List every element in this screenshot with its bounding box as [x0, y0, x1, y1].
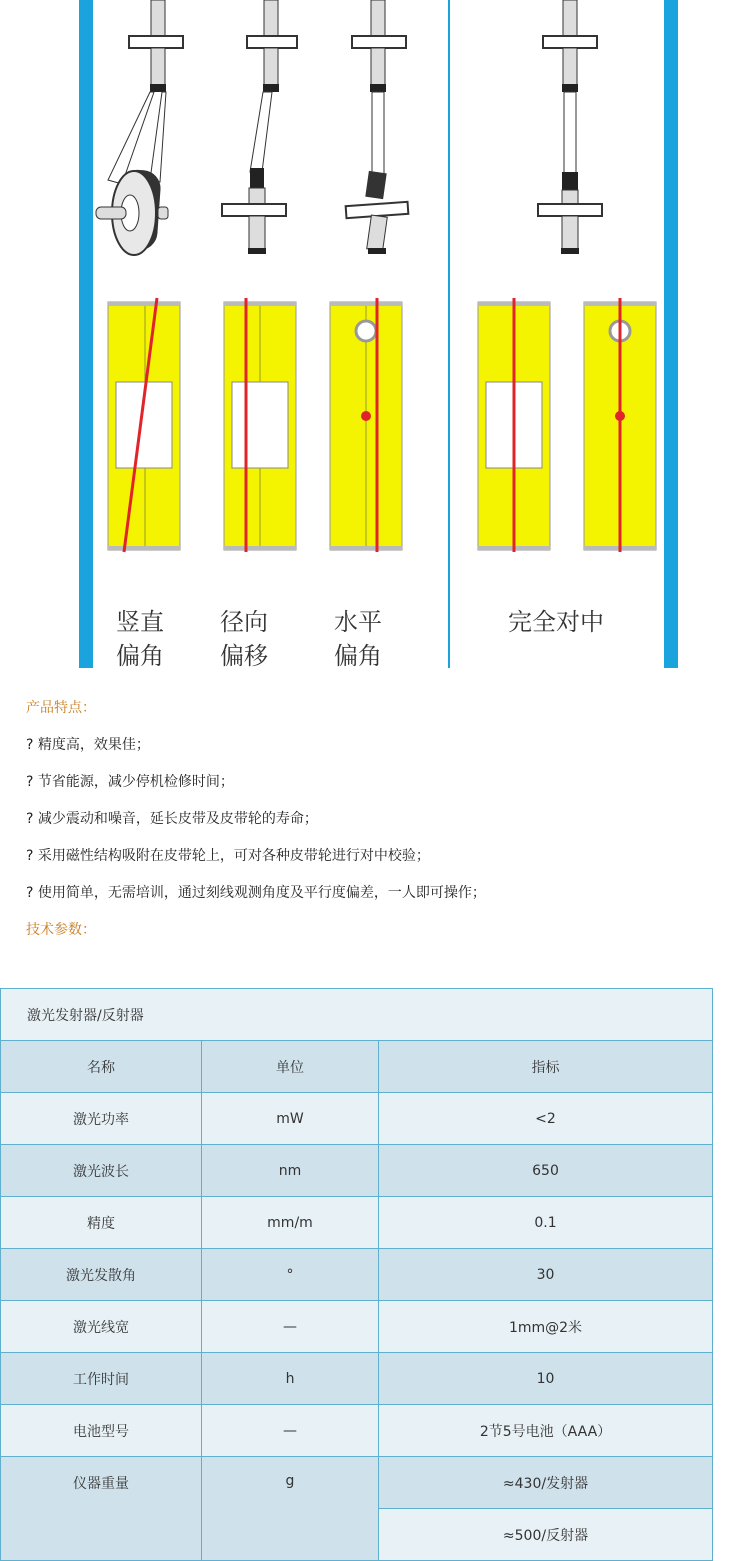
- column-header-unit: 单位: [202, 1041, 379, 1093]
- target-horizontal-angle: [330, 298, 402, 552]
- label-horizontal-angle-line2: 偏角: [334, 642, 382, 668]
- column-header-value: 指标: [379, 1041, 713, 1093]
- feature-item: ? 使用简单，无需培训，通过刻线观测角度及平行度偏差，一人即可操作；: [26, 885, 486, 901]
- specs-heading: 技术参数：: [26, 922, 96, 938]
- table-row: [1, 1093, 713, 1145]
- label-radial-offset-line1: 径向: [220, 608, 268, 636]
- frame-right-border: [664, 0, 678, 668]
- features-heading: 产品特点：: [26, 700, 96, 716]
- table-title: 激光发射器/反射器: [1, 989, 713, 1041]
- cell-value: 650: [379, 1145, 713, 1197]
- cell-name: 电池型号: [1, 1405, 202, 1457]
- cell-unit: mm/m: [202, 1197, 379, 1249]
- cell-unit: —: [202, 1301, 379, 1353]
- table-title-row: [1, 989, 713, 1041]
- label-vertical-angle-line2: 偏角: [116, 642, 164, 668]
- table-header-row: [1, 1041, 713, 1093]
- label-fully-aligned: 完全对中: [508, 608, 604, 636]
- cell-value: ≈500/反射器: [379, 1509, 713, 1561]
- cell-value: 0.1: [379, 1197, 713, 1249]
- cell-unit: —: [202, 1405, 379, 1457]
- cell-unit: °: [202, 1249, 379, 1301]
- feature-item: ? 节省能源，减少停机检修时间；: [26, 774, 234, 790]
- cell-name: 激光波长: [1, 1145, 202, 1197]
- cell-value: ≈430/发射器: [379, 1457, 713, 1509]
- cell-unit: mW: [202, 1093, 379, 1145]
- cell-name: 精度: [1, 1197, 202, 1249]
- target-aligned-reflector: [584, 298, 656, 552]
- alignment-illustration: [0, 0, 750, 668]
- frame-left-border: [79, 0, 93, 668]
- table-row: [1, 1457, 713, 1509]
- table-row: [1, 1301, 713, 1353]
- label-horizontal-angle-line1: 水平: [334, 608, 382, 636]
- feature-item: ? 精度高，效果佳；: [26, 737, 150, 753]
- label-radial-offset-line2: 偏移: [220, 642, 268, 668]
- table-row: [1, 1405, 713, 1457]
- cell-unit: g: [202, 1457, 379, 1561]
- table-row: [1, 1249, 713, 1301]
- table-row: [1, 1145, 713, 1197]
- cell-unit: h: [202, 1353, 379, 1405]
- feature-item: ? 减少震动和噪音，延长皮带及皮带轮的寿命；: [26, 811, 318, 827]
- cell-name: 激光功率: [1, 1093, 202, 1145]
- cell-name: 激光发散角: [1, 1249, 202, 1301]
- cell-value: 2节5号电池（AAA）: [379, 1405, 713, 1457]
- cell-name: 激光线宽: [1, 1301, 202, 1353]
- cell-value: 10: [379, 1353, 713, 1405]
- cell-value: <2: [379, 1093, 713, 1145]
- feature-item: ? 采用磁性结构吸附在皮带轮上，可对各种皮带轮进行对中校验；: [26, 848, 430, 864]
- cell-name: 工作时间: [1, 1353, 202, 1405]
- cell-unit: nm: [202, 1145, 379, 1197]
- target-radial-offset: [224, 298, 296, 552]
- cell-value: 30: [379, 1249, 713, 1301]
- target-aligned-emitter: [478, 298, 550, 552]
- cell-value: 1mm@2米: [379, 1301, 713, 1353]
- cell-name: 仪器重量: [1, 1457, 202, 1561]
- target-vertical-angle: [108, 298, 180, 552]
- table-row: [1, 1197, 713, 1249]
- column-header-name: 名称: [1, 1041, 202, 1093]
- label-vertical-angle-line1: 竖直: [116, 608, 164, 636]
- table-row: [1, 1353, 713, 1405]
- spec-table: [0, 988, 713, 1561]
